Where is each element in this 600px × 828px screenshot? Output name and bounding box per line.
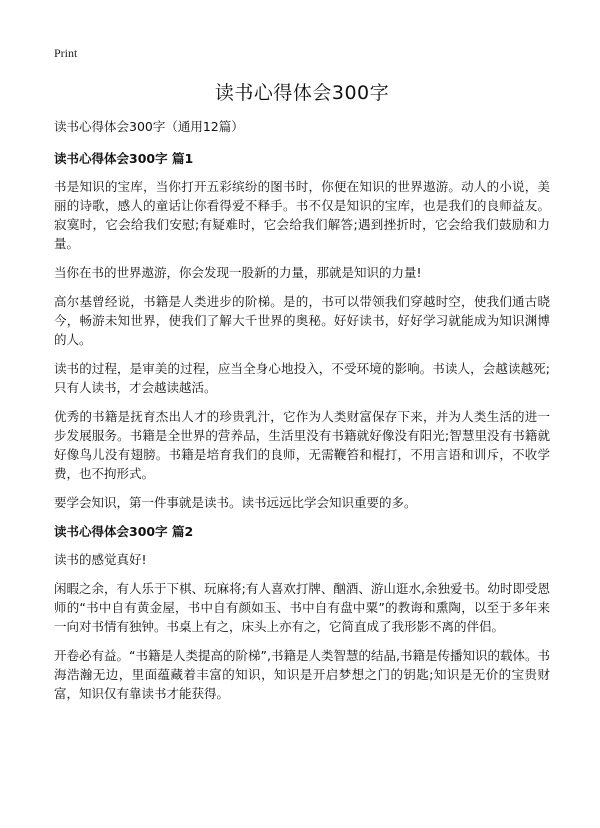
document-body	[54, 78, 550, 713]
paragraph: 读书的感觉真好!	[54, 552, 147, 567]
section-heading: 读书心得体会300字 篇2	[54, 524, 194, 539]
paragraph: 开卷必有益。“书籍是人类提高的阶梯”,书籍是人类智慧的结晶,书籍是传播知识的载体。书海浩瀚无边，里面蕴藏着丰富的知识，知识是开启梦想之门的钥匙;知识是无价的宝贵财富，知识仅有靠读书才能获得。	[54, 648, 550, 701]
paragraph: 书是知识的宝库，当你打开五彩缤纷的图书时，你便在知识的世界遨游。动人的小说，美丽的诗歌，感人的童话让你看得爱不释手。书不仅是知识的宝库，也是我们的良师益友。寂寞时，它会给我们安慰;有疑难时，它会给我们解答;遇到挫折时，它会给我们鼓励和力量。	[54, 179, 550, 251]
paragraph: 要学会知识，第一件事就是读书。读书远远比学会知识重要的多。	[54, 495, 417, 510]
section-2	[54, 522, 550, 703]
paragraph: 优秀的书籍是抚育杰出人才的珍贵乳汁，它作为人类财富保存下来，并为人类生活的进一步发展服务。书籍是全世界的营养品，生活里没有书籍就好像没有阳光;智慧里没有书籍就好像鸟儿没有翅膀。书籍是培育我们的良师，无需鞭笞和棍打，不用言语和训斥，不收学费，也不拘形式。	[54, 409, 550, 481]
paragraph: 当你在书的世界遨游，你会发现一股新的力量，那就是知识的力量!	[54, 265, 422, 280]
print-link[interactable]: Print	[54, 46, 78, 60]
section-1	[54, 149, 550, 512]
paragraph: 闲暇之余，有人乐于下棋、玩麻将;有人喜欢打牌、酗酒、游山逛水,余独爱书。幼时即受恩师的“书中自有黄金屋，书中自有颜如玉、书中自有盘中粟”的教诲和熏陶，以至于多年来一向对书情有独钟。书桌上有之，床头上亦有之，它简直成了我形影不离的伴侣。	[54, 581, 550, 634]
paragraph: 高尔基曾经说，书籍是人类进步的阶梯。是的，书可以带领我们穿越时空，使我们通古晓今，畅游未知世界，使我们了解大千世界的奥秘。好好读书，好好学习就能成为知识渊博的人。	[54, 294, 550, 347]
document-subtitle: 读书心得体会300字（通用12篇）	[54, 119, 244, 134]
document-title: 读书心得体会300字	[214, 82, 390, 104]
paragraph: 读书的过程，是审美的过程，应当全身心地投入，不受环境的影响。书读人，会越读越死;只有人读书，才会越读越活。	[54, 361, 550, 395]
section-heading: 读书心得体会300字 篇1	[54, 151, 194, 166]
